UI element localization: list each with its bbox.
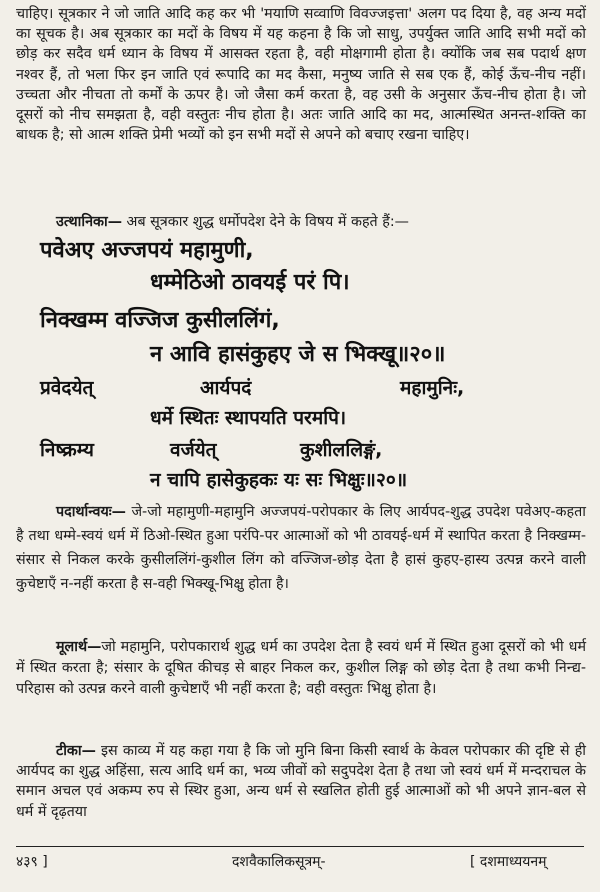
footer-divider [16, 846, 584, 847]
prakrit-verse-line-2: धम्मेठिओ ठावयई परं पि। [150, 270, 350, 295]
prakrit-verse-line-3: निक्खम्म वज्जिज कुसीललिंगं, [40, 308, 280, 333]
moolartha-text: जो महामुनि, परोपकारार्थ शुद्ध धर्म का उपदेश देता है स्वयं धर्म में स्थित हुआ दूसरों को भी धर्म में स्थित करता है; संसार के दूषित कीचड़ से बाहर निकल कर, कुशील लिङ्ग को छोड़ देता है तथा कभी निन्द्य-परिहास को उत्पन्न करने वाली कुचेष्टाएँ भी नहीं करता है; वही वस्तुतः भिक्षु होता है। [16, 639, 586, 697]
moolartha-paragraph [16, 637, 586, 700]
utthanika-line [16, 212, 586, 232]
utthanika-text: अब सूत्रकार शुद्ध धर्मोपदेश देने के विषय में कहते हैं:— [122, 214, 409, 230]
sanskrit-verse-line-1b: आर्यपदं [200, 377, 252, 399]
tika-paragraph [16, 741, 586, 822]
page-number: ४३९ ] [16, 854, 48, 870]
utthanika-label: उत्थानिका— [56, 214, 122, 230]
tika-text: इस काव्य में यह कहा गया है कि जो मुनि बिना किसी स्वार्थ के केवल परोपकार की दृष्टि से ही आर्यपद का शुद्ध अहिंसा, सत्य आदि धर्म का, भव्य जीवों को सदुपदेश देता है तथा जो स्वयं धर्म में मन्दराचल के समान अचल एवं अकम्प रुप से स्थिर हुआ, अन्य धर्म से स्खलित होती हुई आत्माओं को भी अपने ज्ञान-बल से धर्म में दृढ़तया [16, 743, 586, 820]
sanskrit-verse-line-1c: महामुनिः, [400, 377, 465, 399]
prakrit-verse-line-1: पवेअए अज्जपयं महामुणी, [40, 238, 254, 263]
intro-text: चाहिए। सूत्रकार ने जो जाति आदि कह कर भी 'मयाणि सव्वाणि विवज्जइत्ता' अलग पद दिया है, वह अन्य मदों का सूचक है। अब सूत्रकार का मदों के विषय में यह कहना है कि जो साधु, उपर्युक्त जाति आदि सभी मदों को छोड़ कर सदैव धर्म ध्यान के विषय में आसक्त रहता है, वही मोक्षगामी होता है। क्योंकि जब सब पदार्थ क्षण नश्वर हैं, तो भला फिर इन जाति एवं रूपादि का मद कैसा, मनुष्य जाति से सब एक हैं, कोई ऊँच-नीच नहीं। उच्चता और नीचता तो कर्मों के ऊपर है। जो जैसा कर्म करता है, वह उसी के अनुसार ऊँच-नीच होता है। जो दूसरों को नीच समझता है, वही वस्तुतः नीच होता है। अतः जाति आदि का मद, आत्मस्थित अनन्त-शक्ति का बाधक है; सो आत्म शक्ति प्रेमी भव्यों को इन सभी मदों से अपने को बचाए रखना चाहिए। [16, 6, 586, 144]
padarthanvaya-label: पदार्थान्वयः— [56, 504, 126, 520]
tika-label: टीका— [56, 743, 96, 759]
intro-paragraph [16, 4, 586, 145]
sanskrit-verse-line-4: न चापि हासेकुहकः यः सः भिक्षुः॥२०॥ [150, 469, 408, 491]
sanskrit-verse-line-2: धर्मे स्थितः स्थापयति परमपि। [150, 407, 347, 429]
running-title: दशवैकालिकसूत्रम्- [232, 854, 326, 870]
sanskrit-verse-line-3b: वर्जयेत् [170, 439, 217, 461]
sanskrit-verse-line-3c: कुशीललिङ्गं, [300, 439, 383, 461]
padarthanvaya-text: जे-जो महामुणी-महामुनि अज्जपयं-परोपकार के लिए आर्यपद-शुद्ध उपदेश पवेअए-कहता है तथा धम्मे-स्वयं धर्म में ठिओ-स्थित हुआ परंपि-पर आत्माओं को भी ठावयई-धर्म में स्थापित करता है निक्खम्म-संसार से निकल करके कुसीललिंगं-कुशील लिंग को वज्जिज-छोड़ देता है हासं कुहए-हास्य उत्पन्न करने वाली कुचेष्टाएँ न-नहीं करता है स-वही भिक्खू-भिक्षु होता है। [16, 504, 586, 592]
sanskrit-verse-line-1a: प्रवेदयेत् [40, 377, 94, 399]
prakrit-verse-line-4: न आवि हासंकुहए जे स भिक्खू॥२०॥ [150, 342, 446, 367]
moolartha-label: मूलार्थ— [56, 639, 102, 655]
sanskrit-verse-line-3a: निष्क्रम्य [40, 439, 94, 461]
chapter-label: [ दशमाध्ययनम् [470, 854, 547, 870]
padarthanvaya-paragraph [16, 500, 586, 596]
